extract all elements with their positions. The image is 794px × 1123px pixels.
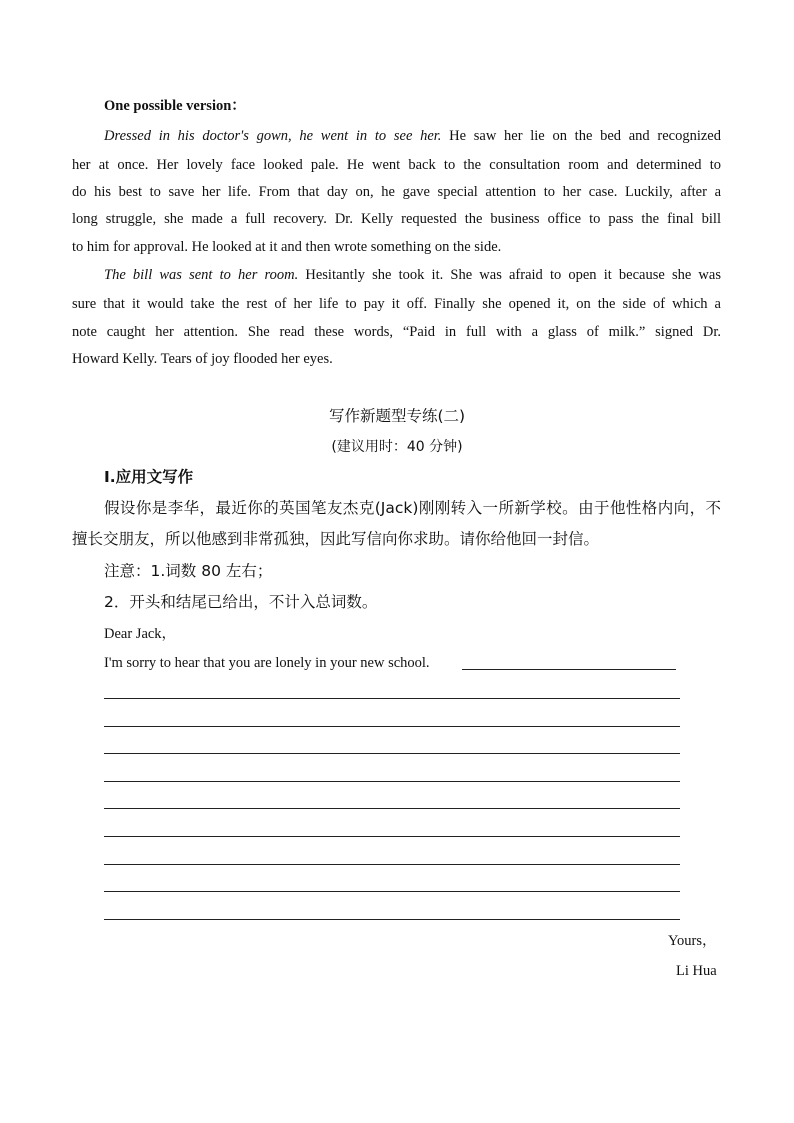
answer-line[interactable] [104,698,680,699]
para1-line1 [104,129,721,144]
answer-line[interactable] [104,919,680,920]
answer-line[interactable] [104,836,680,837]
section-title: 写作新题型专练(二) [328,407,466,425]
answer-line[interactable] [104,891,680,892]
para2-line3: note caught her attention. She read these words, “Paid in full with a glass of milk.” signed Dr. [72,324,721,340]
time-hint: (建议用时：40 分钟) [331,439,463,455]
para2-line2: sure that it would take the rest of her life to pay it off. Finally she opened it, on the side of which a [72,296,721,312]
answer-line[interactable] [104,726,680,727]
part-heading: Ⅰ.应用文写作 [104,468,194,486]
answer-line[interactable] [104,753,680,754]
prompt-line1: 假设你是李华，最近你的英国笔友杰克(Jack)刚刚转入一所新学校。由于他性格内向，不 [104,499,721,517]
para1-line1-rest: He saw her lie on the bed and recognized [441,128,721,144]
para1-line3: do his best to save her life. From that day on, he gave special attention to her case. Luckily, after a [72,184,721,200]
note-2: 2．开头和结尾已给出，不计入总词数。 [104,593,378,611]
para2-line4: Howard Kelly. Tears of joy flooded her eyes. [72,351,333,367]
para1-line2: her at once. Her lovely face looked pale. He went back to the consultation room and determined to [72,157,721,173]
model-answer-heading: One possible version： [104,98,246,114]
letter-signature: Li Hua [676,963,717,979]
para1-line4: long struggle, she made a full recovery. Dr. Kelly requested the business office to pass the final bill [72,211,721,227]
para2-line1 [104,268,721,283]
answer-line[interactable] [104,808,680,809]
letter-opening: I'm sorry to hear that you are lonely in your new school. [104,655,430,671]
letter-greeting: Dear Jack， [104,626,177,642]
note-1: 注意：1.词数 80 左右； [104,562,273,580]
answer-line[interactable] [104,781,680,782]
answer-line[interactable] [104,864,680,865]
opening-answer-line[interactable] [462,669,676,670]
para1-lead: Dressed in his doctor's gown, he went in to see her. [104,128,442,144]
letter-closing: Yours， [668,933,717,949]
prompt-line2: 擅长交朋友，所以他感到非常孤独，因此写信向你求助。请你给他回一封信。 [72,530,600,548]
para2-lead: The bill was sent to her room. [104,267,299,283]
para2-line1-rest: Hesitantly she took it. She was afraid to open it because she was [298,267,721,283]
para1-line5: to him for approval. He looked at it and then wrote something on the side. [72,239,502,255]
